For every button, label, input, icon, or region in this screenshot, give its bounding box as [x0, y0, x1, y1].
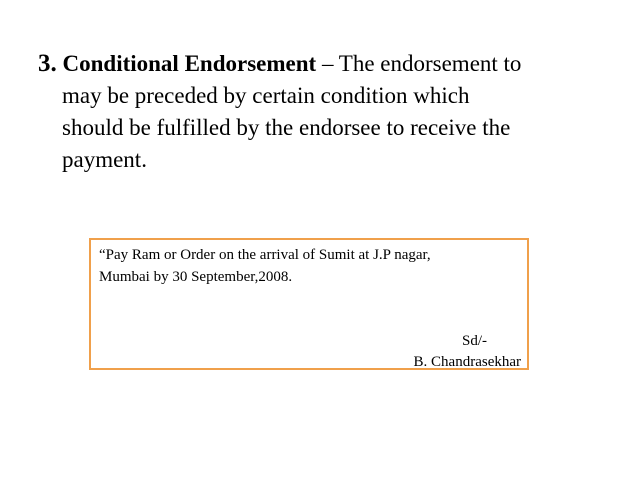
paragraph-line-2: may be preceded by certain condition which	[62, 83, 470, 108]
point-heading: Conditional Endorsement	[62, 51, 317, 76]
signature-mark: Sd/-	[461, 333, 487, 349]
endorsement-line-2: Mumbai by 30 September,2008.	[99, 269, 293, 285]
paragraph-line-3: should be fulfilled by the endorsee to receive the	[62, 115, 511, 140]
paragraph-line-1-rest: – The endorsement to	[316, 51, 522, 76]
conditional-endorsement-paragraph	[38, 48, 618, 176]
paragraph-line-1	[38, 48, 618, 80]
point-number: 3.	[38, 50, 57, 77]
endorsement-example-box	[89, 238, 529, 370]
endorsement-text	[99, 244, 431, 288]
paragraph-line-4: payment.	[62, 147, 147, 172]
endorsement-line-1: “Pay Ram or Order on the arrival of Sumit at J.P nagar,	[99, 247, 431, 263]
signatory-name: B. Chandrasekhar	[413, 354, 521, 370]
